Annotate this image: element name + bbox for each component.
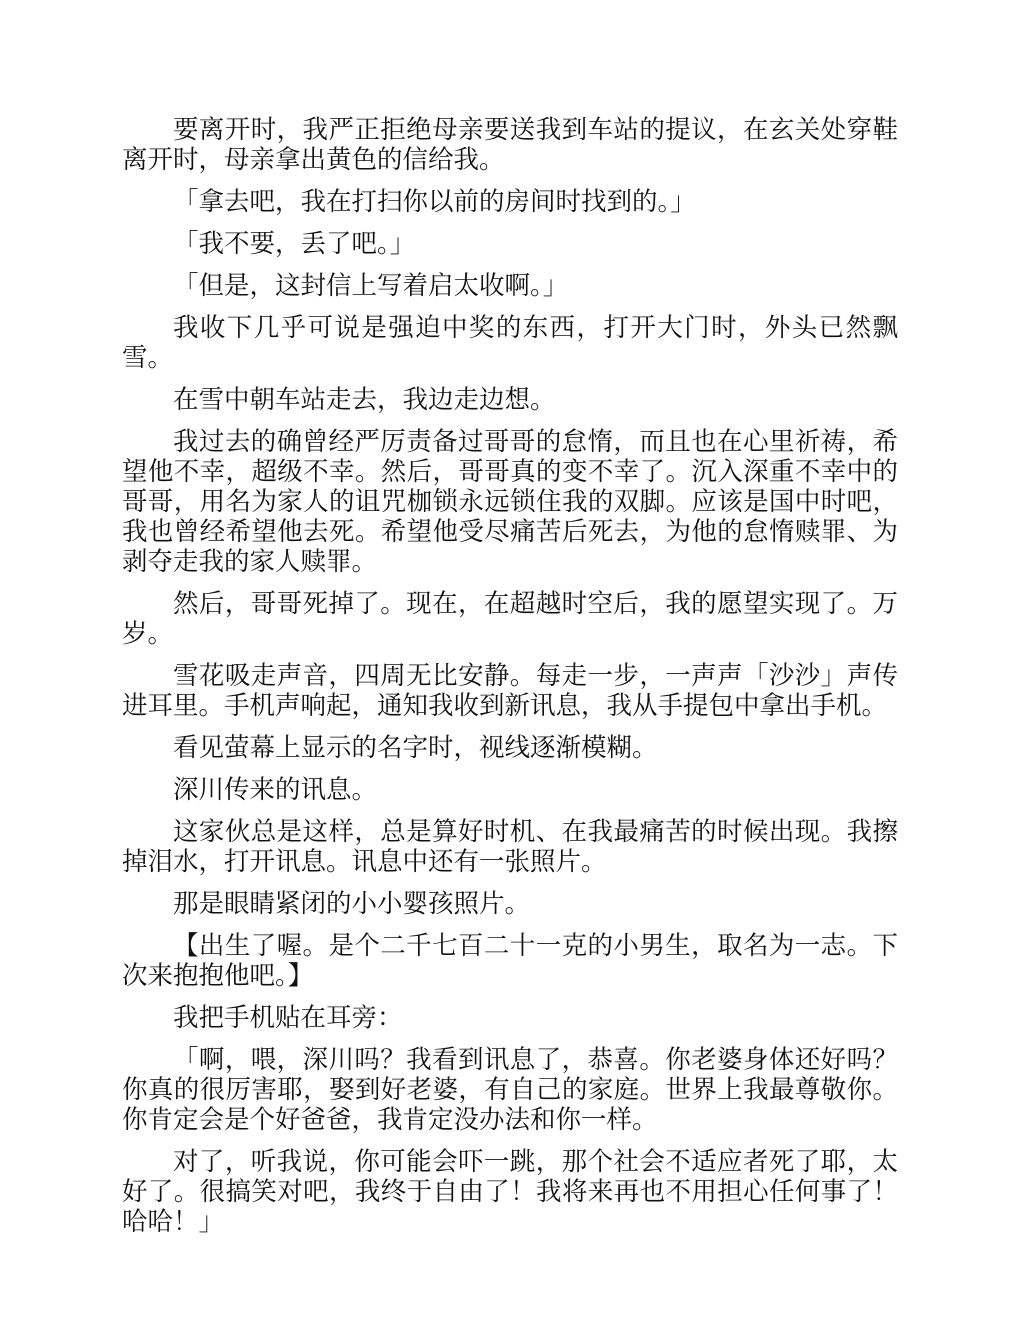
paragraph: 「啊，喂，深川吗？我看到讯息了，恭喜。你老婆身体还好吗？你真的很厉害耶，娶到好老婆，有自己的家庭。世界上我最尊敬你。你肯定会是个好爸爸，我肯定没办法和你一样。 [122,1045,898,1135]
document-page [122,115,898,1249]
paragraph: 「但是，这封信上写着启太收啊。」 [173,271,569,301]
paragraph: 「拿去吧，我在打扫你以前的房间时找到的。」 [173,187,696,217]
paragraph: 对了，听我说，你可能会吓一跳，那个社会不适应者死了耶，太好了。很搞笑对吧，我终于自由了！我将来再也不用担心任何事了！哈哈！」 [122,1147,898,1237]
paragraph: 深川传来的讯息。 [173,775,378,805]
paragraph: 要离开时，我严正拒绝母亲要送我到车站的提议，在玄关处穿鞋离开时，母亲拿出黄色的信给我。 [122,115,898,175]
paragraph: 我把手机贴在耳旁： [173,1003,403,1033]
paragraph: 【出生了喔。是个二千七百二十一克的小男生，取名为一志。下次来抱抱他吧。】 [122,931,898,991]
paragraph: 这家伙总是这样，总是算好时机、在我最痛苦的时候出现。我擦掉泪水，打开讯息。讯息中还有一张照片。 [122,817,898,877]
paragraph: 那是眼睛紧闭的小小婴孩照片。 [173,889,531,919]
paragraph: 「我不要，丢了吧。」 [173,229,416,259]
paragraph: 在雪中朝车站走去，我边走边想。 [173,385,556,415]
paragraph: 看见萤幕上显示的名字时，视线逐渐模糊。 [173,733,658,763]
paragraph: 然后，哥哥死掉了。现在，在超越时空后，我的愿望实现了。万岁。 [122,589,898,649]
paragraph: 我收下几乎可说是强迫中奖的东西，打开大门时，外头已然飘雪。 [122,313,898,373]
paragraph: 我过去的确曾经严厉责备过哥哥的怠惰，而且也在心里祈祷，希望他不幸，超级不幸。然后，哥哥真的变不幸了。沉入深重不幸中的哥哥，用名为家人的诅咒枷锁永远锁住我的双脚。应该是国中时吧，我也曾经希望他去死。希望他受尽痛苦后死去，为他的怠惰赎罪、为剥夺走我的家人赎罪。 [122,427,898,577]
paragraph: 雪花吸走声音，四周无比安静。每走一步，一声声「沙沙」声传进耳里。手机声响起，通知我收到新讯息，我从手提包中拿出手机。 [122,661,898,721]
